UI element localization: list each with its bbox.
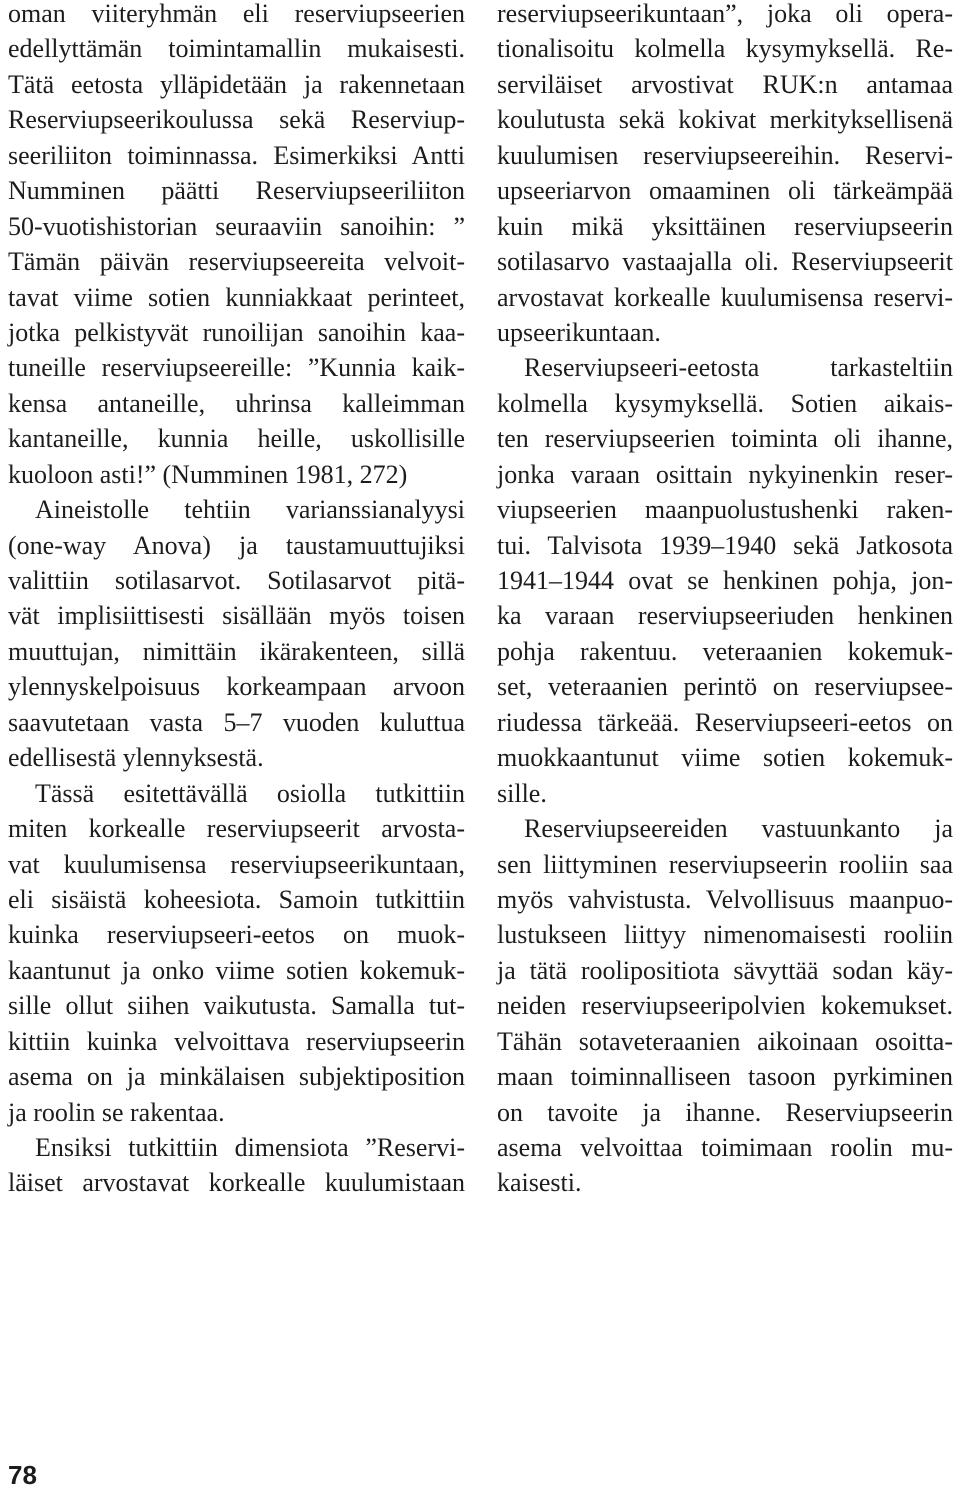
text-line: edellyttämän toimintamallin mukaisesti. [8,34,465,64]
text-line: (one-way Anova) ja taustamuuttujiksi [8,530,465,560]
paragraph [497,0,953,350]
paragraph [8,1130,465,1201]
text-line: serviläiset arvostivat RUK:n antamaa [497,69,953,99]
text-line: vät implisiittisesti sisällään myös toisen [8,601,465,631]
paragraph [497,350,953,811]
text-line: Reserviupseeri-eetosta tarkasteltiin [524,353,953,383]
text-line: koulutusta sekä kokivat merkityksellisenä [497,105,953,135]
text-line: kantaneille, kunnia heille, uskollisille [8,424,465,454]
text-line: maan toiminnalliseen tasoon pyrkiminen [497,1062,953,1092]
text-line: sotilasarvo vastaajalla oli. Reserviupseerit [497,247,953,277]
text-line: jonka varaan osittain nykyinenkin reser- [497,459,953,489]
text-line: arvostavat korkealle kuulumisensa reservi- [497,282,953,312]
text-line: ja roolin se rakentaa. [8,1097,225,1127]
text-line: Tämän päivän reserviupseereita velvoit- [8,247,465,277]
text-line: edellisestä ylennyksestä. [8,743,264,773]
text-line: tuneille reserviupseereille: ”Kunnia kaik- [8,353,465,383]
text-line: Ensiksi tutkittiin dimensiota ”Reservi- [35,1133,465,1162]
text-line: Aineistolle tehtiin varianssianalyysi [35,495,465,525]
paragraph [8,492,465,776]
text-line: valittiin sotilasarvot. Sotilasarvot pitä- [8,566,465,595]
text-line: myös vahvistusta. Velvollisuus maanpuo- [497,884,953,914]
text-line: reserviupseerikuntaan”, joka oli opera- [497,0,953,28]
text-line: neiden reserviupseeripolvien kokemukset. [497,991,953,1021]
text-line: upseeriarvon omaaminen oli tärkeämpää [497,176,953,206]
text-line: eli sisäistä koheesiota. Samoin tutkittiin [8,884,465,914]
text-line: riudessa tärkeää. Reserviupseeri-eetos on [497,707,953,737]
right-column [497,0,953,1201]
text-line: pohja rakentuu. veteraanien kokemuk- [497,636,953,666]
text-line: Reserviupseerikoulussa sekä Reserviup- [8,105,465,135]
text-line: on tavoite ja ihanne. Reserviupseerin [497,1097,953,1127]
text-line: kuoloon asti!” (Numminen 1981, 272) [8,459,408,489]
text-line: kittiin kuinka velvoittava reserviupseerin [8,1026,465,1056]
text-line: jotka pelkistyvät runoilijan sanoihin kaa- [8,317,465,347]
text-line: lustukseen liittyy nimenomaisesti rooliin [497,920,953,950]
page-number: 78 [8,1460,37,1490]
text-line: kuulumisen reserviupseereihin. Reservi- [497,140,953,170]
left-column [8,0,465,1201]
text-line: Reserviupseereiden vastuunkanto ja [524,814,953,844]
text-line: muuttujan, nimittäin ikärakenteen, sillä [8,636,465,666]
text-line: kaisesti. [497,1168,582,1198]
text-line: miten korkealle reserviupseerit arvosta- [8,814,465,844]
text-line: upseerikuntaan. [497,317,661,347]
paragraph [497,811,953,1201]
text-line: 50-vuotishistorian seuraaviin sanoihin: ” [8,211,465,241]
text-line: kuin mikä yksittäinen reserviupseerin [497,211,953,241]
text-line: set, veteraanien perintö on reserviupsee- [497,672,953,702]
text-line: viupseerien maanpuolustushenki raken- [497,495,953,525]
text-line: sille ollut siihen vaikutusta. Samalla tut- [8,991,465,1021]
text-line: tionalisoitu kolmella kysymyksellä. Re- [497,34,953,64]
text-line: Tähän sotaveteraanien aikoinaan osoitta- [497,1026,953,1056]
text-line: Numminen päätti Reserviupseeriliiton [8,176,465,206]
text-line: kuinka reserviupseeri-eetos on muok- [8,920,465,950]
text-line: tavat viime sotien kunniakkaat perinteet, [8,282,465,312]
text-line: läiset arvostavat korkealle kuulumistaan [8,1168,465,1198]
text-line: sen liittyminen reserviupseerin rooliin saa [497,849,953,879]
text-line: ja tätä roolipositiota sävyttää sodan käy- [497,955,953,985]
text-line: muokkaantunut viime sotien kokemuk- [497,743,953,773]
text-line: 1941–1944 ovat se henkinen pohja, jon- [497,566,953,595]
text-line: saavutetaan vasta 5–7 vuoden kuluttua [8,707,465,737]
text-line: Tässä esitettävällä osiolla tutkittiin [35,778,465,808]
paragraph [8,776,465,1130]
text-line: kaantunut ja onko viime sotien kokemuk- [8,955,465,985]
text-line: ka varaan reserviupseeriuden henkinen [497,601,953,631]
text-line: asema on ja minkälaisen subjektiposition [8,1062,465,1092]
text-line: sille. [497,778,547,808]
paragraph [8,0,465,492]
text-line: kensa antaneille, uhrinsa kalleimman [8,388,465,418]
text-line: oman viiteryhmän eli reserviupseerien [8,0,465,28]
text-line: asema velvoittaa toimimaan roolin mu- [497,1133,953,1162]
text-line: seeriliiton toiminnassa. Esimerkiksi Antti [8,140,465,170]
text-line: kolmella kysymyksellä. Sotien aikais- [497,388,953,418]
text-line: ten reserviupseerien toiminta oli ihanne, [497,424,953,454]
text-line: ylennyskelpoisuus korkeampaan arvoon [8,672,465,702]
text-line: vat kuulumisensa reserviupseerikuntaan, [8,849,465,879]
text-line: Tätä eetosta ylläpidetään ja rakennetaan [8,69,465,99]
text-line: tui. Talvisota 1939–1940 sekä Jatkosota [497,530,953,560]
